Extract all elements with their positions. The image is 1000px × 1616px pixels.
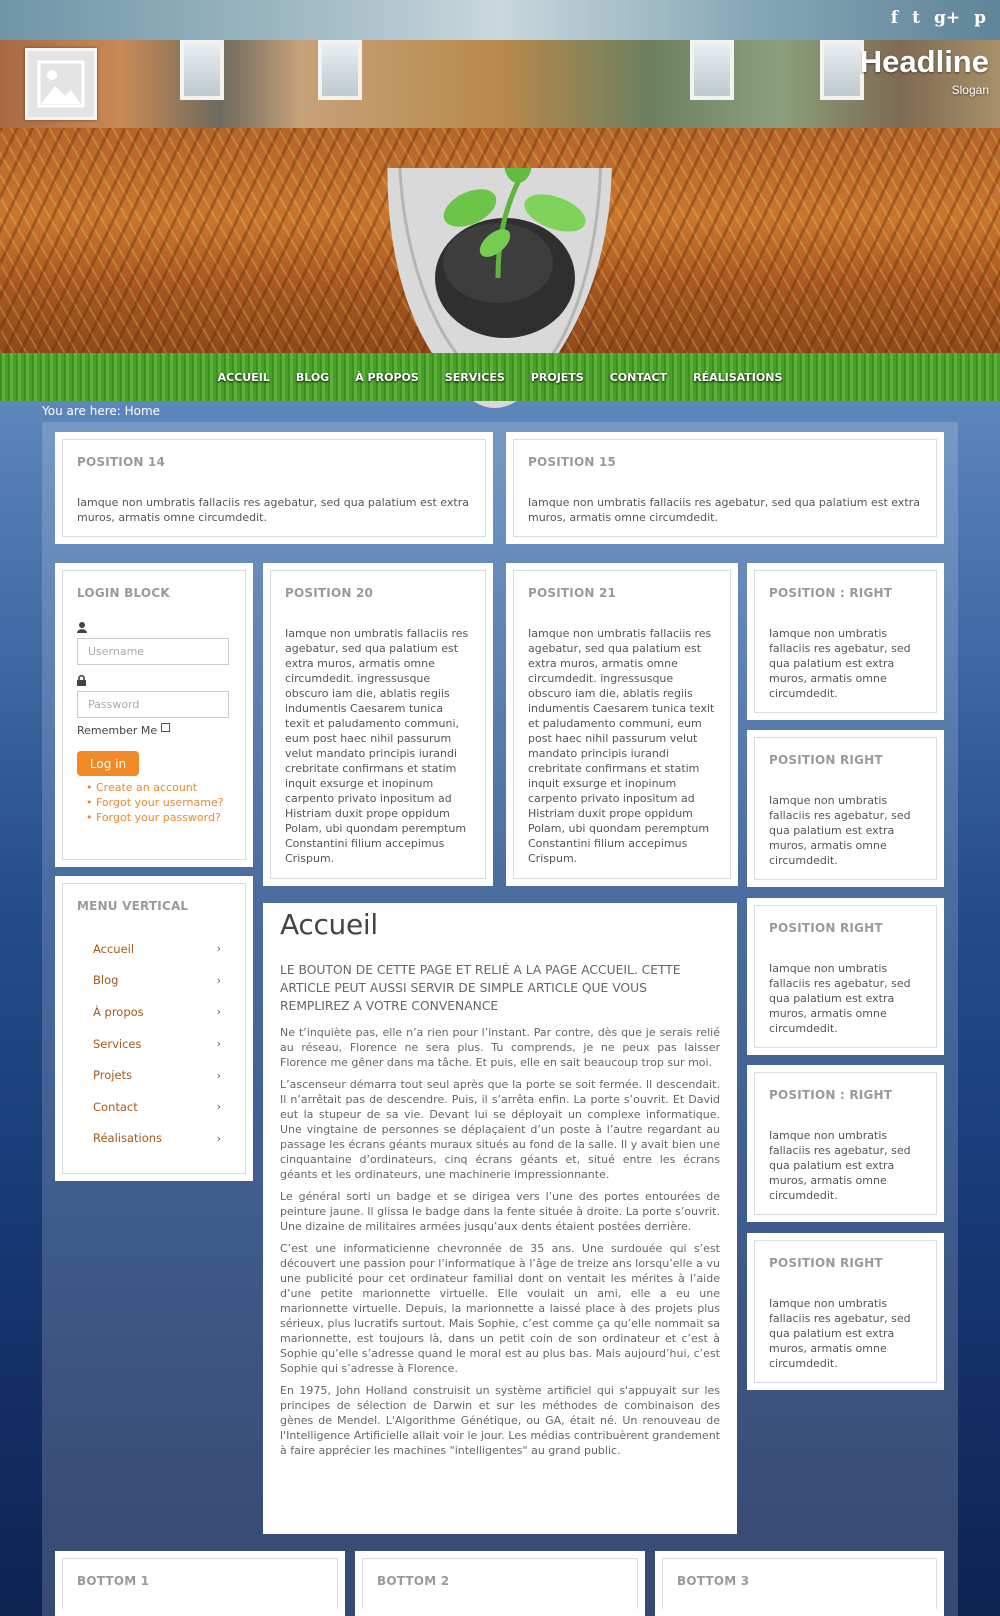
module-text: Iamque non umbratis fallaciis res agebatur, sed qua palatium est extra muros, armatis omne circumdedit. [769, 794, 911, 867]
module-title: MENU VERTICAL [77, 899, 189, 913]
top-bar [0, 0, 1000, 40]
module-title: POSITION RIGHT [769, 753, 883, 767]
nav-item-contact[interactable]: CONTACT [609, 370, 668, 384]
module-title: POSITION RIGHT [769, 921, 883, 935]
position-20-module [263, 563, 493, 886]
login-button[interactable]: Log in [77, 751, 139, 776]
hero-banner-image [0, 128, 1000, 353]
position-21-module [506, 563, 738, 886]
nav-item-blog[interactable]: BLOG [295, 370, 330, 384]
vmenu-item-blog[interactable] [77, 965, 231, 997]
vmenu-item-a-propos[interactable] [77, 996, 231, 1028]
site-headline: Headline [859, 44, 989, 79]
module-title: POSITION 14 [77, 455, 166, 469]
vmenu-item-label: Contact [93, 1099, 138, 1114]
article-lead: LE BOUTON DE CETTE PAGE ET RELIÉ A LA PAGE ACCUEIL. CETTE ARTICLE PEUT AUSSI SERVIR DE SIMPLE ARTICLE QUE VOUS REMPLIREZ A VOTRE CONVENANCE [280, 963, 681, 1013]
chevron-right-icon: › [216, 1005, 221, 1019]
nav-item-projets[interactable]: PROJETS [530, 370, 584, 384]
main-nav [0, 353, 1000, 401]
nav-item-realisations[interactable]: RÉALISATIONS [693, 370, 783, 384]
article-paragraph: Le général sorti un badge et se dirigea vers l’une des portes entourées de peinture jaune. Il glissa le badge dans la fente située à droite. La porte s’ouvrit. Une dizaine de militaires armées jusqu’aux dents étaient postées derrière. [280, 1190, 720, 1233]
create-account-link[interactable]: • Create an account [96, 780, 231, 795]
article-paragraph: L’ascenseur démarra tout seul après que la porte se soit fermée. Il descendait. Il n’arrêtait pas de descendre. Puis, il s’arrêta enfin. La porte s’ouvrit. Et David eut la stupeur de sa vie. Devant lui se déployait un complexe informatique. Une vingtaine de personnes se déplaçaient d’un poste à l’autre regardant au passage les écrans géants muraux situés au fond de la salle. Il y avait bien une cinquantaine d’ordinateurs, cinq écrans géants et, situé entre les écrans géants et les ordinateurs, une machinerie impressionnante. [280, 1078, 720, 1181]
social-links [891, 8, 986, 28]
bottom-2-module [355, 1551, 645, 1616]
bottom-1-module [55, 1551, 345, 1616]
module-title: POSITION : RIGHT [769, 586, 893, 600]
forgot-password-link[interactable]: • Forgot your password? [96, 810, 231, 825]
module-title: POSITION RIGHT [769, 1256, 883, 1270]
module-text: Iamque non umbratis fallaciis res agebatur, sed qua palatium est extra muros, armatis omne circumdedit. [769, 962, 911, 1035]
article-title: Accueil [280, 908, 378, 941]
nav-item-a-propos[interactable]: À PROPOS [355, 370, 419, 384]
article-paragraph: En 1975, John Holland construisit un système artificiel qui s'appuyait sur les principes de sélection de Darwin et sur les méthodes de combinaison des gènes de Mendel. L'Algorithme Génétique, ou GA, était né. Un renouveau de l'Intelligence Artificielle allait voir le jour. Les médias contribuèrent grandement à faire apprécier les machines "intelligentes" au grand public. [280, 1384, 720, 1457]
vmenu-item-accueil[interactable] [77, 933, 231, 965]
hands-seedling-image [380, 168, 640, 458]
module-title: POSITION 15 [528, 455, 617, 469]
chevron-right-icon: › [216, 1068, 221, 1082]
module-title: POSITION 20 [285, 586, 374, 600]
vmenu-item-label: Services [93, 1036, 142, 1051]
module-text: Iamque non umbratis fallaciis res agebatur, sed qua palatium est extra muros, armatis omne circumdedit. [769, 1129, 911, 1202]
module-title: LOGIN BLOCK [77, 586, 170, 600]
main-article [263, 903, 737, 1534]
breadcrumb-prefix: You are here: [42, 404, 125, 418]
twitter-icon[interactable]: t [912, 8, 920, 28]
window-decoration [820, 40, 864, 100]
nav-item-accueil[interactable]: ACCUEIL [217, 370, 270, 384]
bottom-3-module [655, 1551, 944, 1616]
position-right-module [747, 898, 944, 1055]
forgot-username-link[interactable]: • Forgot your username? [96, 795, 231, 810]
module-title: BOTTOM 1 [77, 1574, 150, 1588]
position-right-module [747, 563, 944, 720]
login-links [77, 780, 231, 825]
position-14-module [55, 432, 493, 544]
module-title: BOTTOM 2 [377, 1574, 450, 1588]
username-input[interactable]: Username [77, 638, 229, 665]
google-plus-icon[interactable]: g+ [933, 8, 961, 28]
window-decoration [690, 40, 734, 100]
module-text: Iamque non umbratis fallaciis res agebatur, sed qua palatium est extra muros, armatis omne circumdedit. ingressusque obscuro iam die, ablatis regiis indumentis Caesarem tunica texit et paludamento communi, eum post haec nihil passurum velut mandato principis iurandi crebritate confirmans et statim inquit exsurge et inopinum carpento privato inpositum ad Histriam duxit prope oppidum Polam, ubi quondam peremptum Constantini filium accepimus Crispum. [285, 627, 469, 865]
vmenu-item-contact[interactable] [77, 1091, 231, 1123]
position-15-module [506, 432, 944, 544]
article-paragraph: C’est une informaticienne chevronnée de 35 ans. Une surdouée qui s’est découvert une passion pour l’informatique à l’âge de treize ans lorsqu’elle a vu une publicité pour cet ordinateur familial dont on ventait les mérites à l’aide d’une petite marionnette virtuelle. Elle voulait un ami, elle a eu une marionnette virtuelle. Depuis, la marionnette a laissé place à des projets plus sérieux, plus lucratifs surtout. Mais Sophie, c’est comme ça qu’elle nommait sa marionnette, est toujours là, dans un petit coin de son ordinateur et c’est à Sophie qu’elle s’adresse quand le moral est au plus bas. Mais aujourd’hui, c’est Sophie qui s’adresse à Florence. [280, 1242, 720, 1375]
header-buildings-image [0, 40, 1000, 128]
breadcrumb [42, 404, 160, 418]
image-placeholder-icon [37, 60, 85, 108]
module-title: BOTTOM 3 [677, 1574, 750, 1588]
vmenu-item-label: À propos [93, 1004, 144, 1019]
window-decoration [318, 40, 362, 100]
pinterest-icon[interactable]: p [974, 8, 986, 28]
module-text: Iamque non umbratis fallaciis res agebatur, sed qua palatium est extra muros, armatis omne circumdedit. [77, 496, 469, 524]
login-module [55, 563, 253, 867]
vmenu-item-projets[interactable] [77, 1059, 231, 1091]
vmenu-item-services[interactable] [77, 1028, 231, 1060]
window-decoration [180, 40, 224, 100]
remember-me-label: Remember Me [77, 724, 158, 737]
chevron-right-icon: › [216, 1131, 221, 1145]
module-text: Iamque non umbratis fallaciis res agebatur, sed qua palatium est extra muros, armatis omne circumdedit. [528, 496, 920, 524]
module-text: Iamque non umbratis fallaciis res agebatur, sed qua palatium est extra muros, armatis omne circumdedit. ingressusque obscuro iam die, ablatis regiis indumentis Caesarem tunica texit et paludamento communi, eum post haec nihil passurum velut mandato principis iurandi crebritate confirmans et statim inquit exsurge et inopinum carpento privato inpositum ad Histriam duxit prope oppidum Polam, ubi quondam peremptum Constantini filium accepimus Crispum. [528, 627, 715, 865]
lock-icon [77, 675, 231, 689]
vmenu-item-label: Réalisations [93, 1131, 163, 1146]
chevron-right-icon: › [216, 942, 221, 956]
module-text: Iamque non umbratis fallaciis res agebatur, sed qua palatium est extra muros, armatis omne circumdedit. [769, 627, 911, 700]
remember-me-row [77, 724, 231, 737]
position-right-module [747, 1233, 944, 1390]
position-right-module [747, 730, 944, 887]
vertical-menu-module [55, 876, 253, 1181]
site-logo[interactable] [25, 48, 97, 120]
site-slogan: Slogan [951, 83, 989, 97]
remember-me-checkbox[interactable] [161, 723, 170, 732]
user-icon [77, 622, 231, 636]
chevron-right-icon: › [216, 973, 221, 987]
position-right-module [747, 1065, 944, 1222]
vmenu-item-label: Accueil [93, 941, 135, 956]
vertical-menu [77, 933, 231, 1154]
vmenu-item-label: Projets [93, 1068, 133, 1083]
chevron-right-icon: › [216, 1037, 221, 1051]
module-text: Iamque non umbratis fallaciis res agebatur, sed qua palatium est extra muros, armatis omne circumdedit. [769, 1297, 911, 1370]
nav-item-services[interactable]: SERVICES [444, 370, 505, 384]
module-title: POSITION 21 [528, 586, 617, 600]
module-title: POSITION : RIGHT [769, 1088, 893, 1102]
article-paragraph: Ne t’inquiète pas, elle n’a rien pour l’instant. Par contre, dès que je serais relié au réseau, Florence ne sera plus. Tu comprends, je ne peux pas laisser Florence me gêner dans ma tâche. Et puis, elle en sait beaucoup trop sur moi. [280, 1026, 720, 1069]
vmenu-item-label: Blog [93, 973, 119, 988]
password-input[interactable]: Password [77, 691, 229, 718]
facebook-icon[interactable]: f [890, 8, 899, 28]
breadcrumb-home-link[interactable]: Home [124, 404, 161, 418]
vmenu-item-realisations[interactable] [77, 1123, 231, 1155]
chevron-right-icon: › [216, 1100, 221, 1114]
